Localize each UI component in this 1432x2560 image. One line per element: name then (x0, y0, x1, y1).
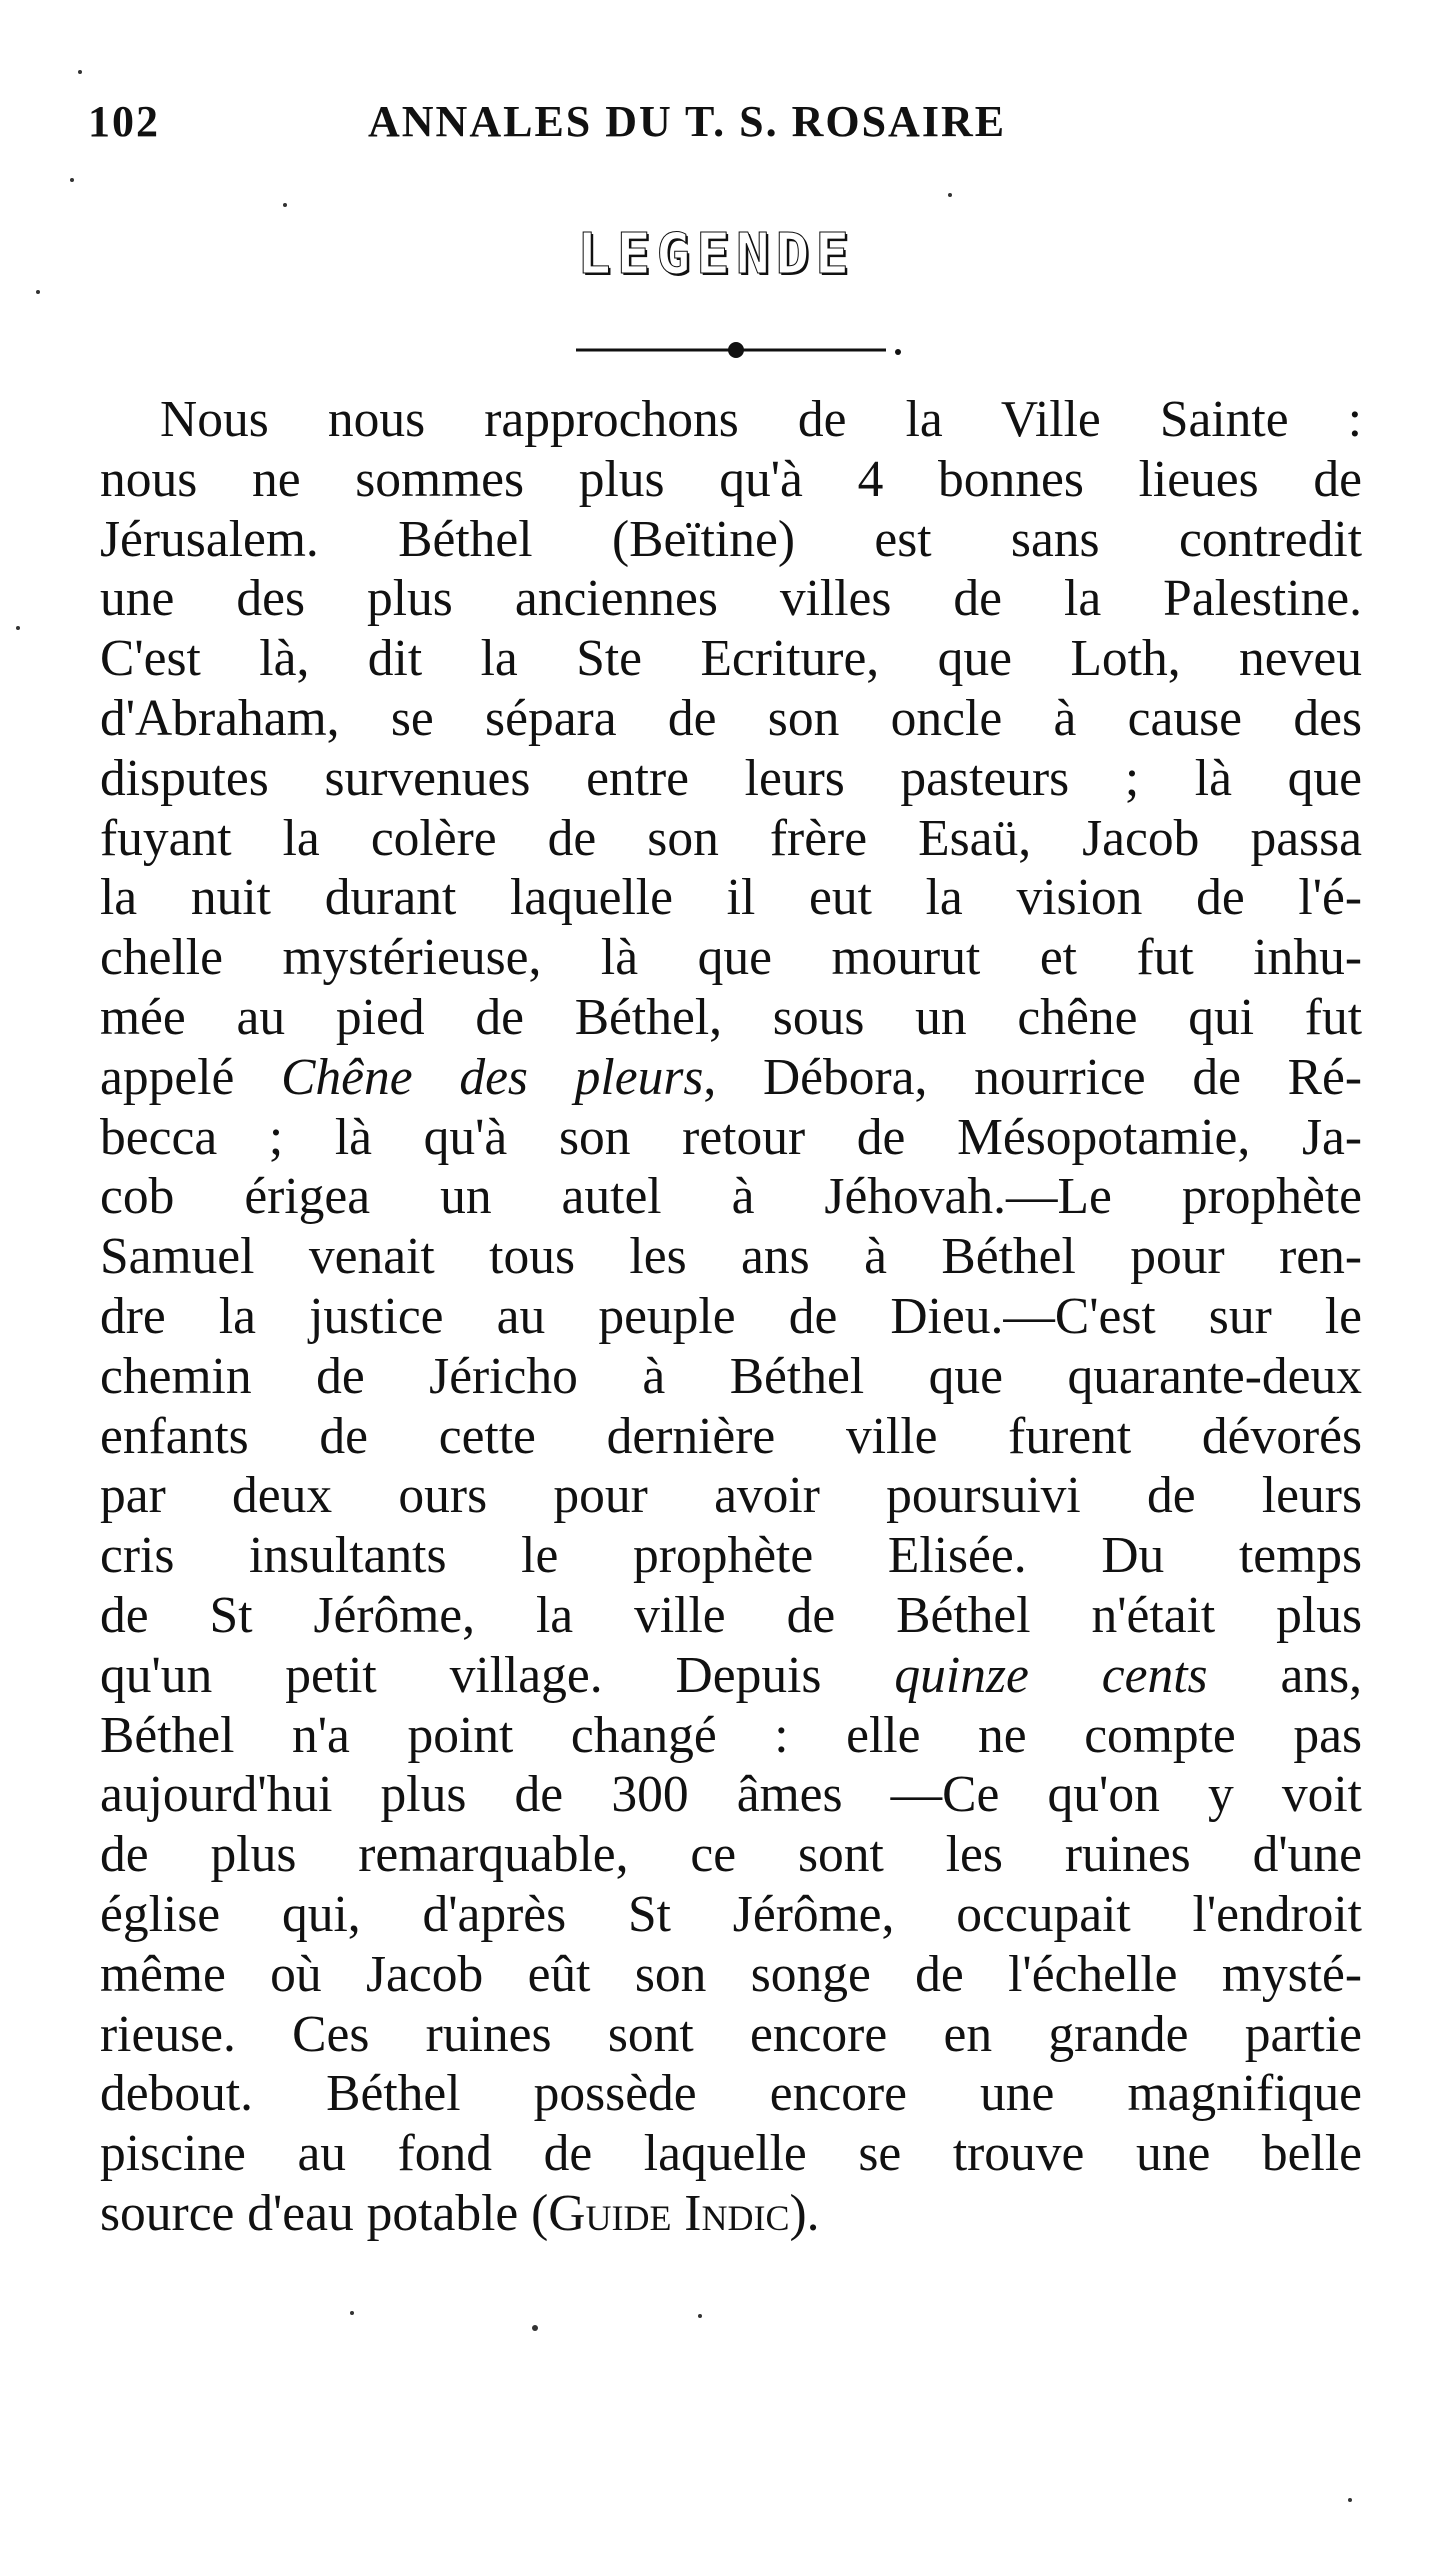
text-line: de St Jérôme, la ville de Béthel n'était plus (100, 1586, 1362, 1644)
text-line: église qui, d'après St Jérôme, occupait l'endroit (100, 1885, 1362, 1943)
text-line: C'est là, dit la Ste Ecriture, que Loth, neveu (100, 630, 1362, 688)
text-line: debout. Béthel possède encore une magnifique (100, 2065, 1362, 2123)
text-line: nous ne sommes plus qu'à 4 bonnes lieues de (100, 450, 1362, 508)
text-segment: ans, (1207, 1646, 1363, 1704)
text-line: d'Abraham, se sépara de son oncle à cause des (100, 689, 1362, 747)
text-line: becca ; là qu'à son retour de Mésopotamie, Ja- (100, 1108, 1362, 1166)
italic-phrase: Chêne des pleurs (281, 1048, 704, 1106)
italic-phrase: quinze cents (894, 1646, 1208, 1704)
text-line: Béthel n'a point changé : elle ne compte pas (100, 1706, 1362, 1764)
running-title: ANNALES DU T. S. ROSAIRE (368, 97, 1007, 146)
text-line: même où Jacob eût son songe de l'échelle mysté- (100, 1945, 1362, 2003)
text-line: de plus remarquable, ce sont les ruines d'une (100, 1826, 1362, 1884)
text-line: par deux ours pour avoir poursuivi de leurs (100, 1467, 1362, 1525)
text-line: aujourd'hui plus de 300 âmes —Ce qu'on y voit (100, 1766, 1362, 1824)
text-segment: qu'un petit village. Depuis (100, 1646, 822, 1704)
text-segment: appelé (100, 1048, 235, 1106)
text-line: la nuit durant laquelle il eut la vision de l'é- (100, 869, 1362, 927)
text-line: chelle mystérieuse, là que mourut et fut inhu- (100, 929, 1362, 987)
text-segment: source d'eau potable ( (100, 2184, 549, 2242)
text-line: une des plus anciennes villes de la Palestine. (100, 570, 1362, 628)
text-line: disputes survenues entre leurs pasteurs ; là que (100, 749, 1362, 807)
text-line: rieuse. Ces ruines sont encore en grande partie (100, 2005, 1362, 2063)
text-line: dre la justice au peuple de Dieu.—C'est sur le (100, 1287, 1362, 1345)
text-line: Nous nous rapprochons de la Ville Sainte : (160, 391, 1362, 448)
text-line: cris insultants le prophète Elisée. Du temps (100, 1527, 1362, 1585)
text-segment: , Débora, nourrice de Ré- (703, 1048, 1363, 1106)
text-line: chemin de Jéricho à Béthel que quarante-deux (100, 1347, 1362, 1405)
text-line: Samuel venait tous les ans à Béthel pour ren- (100, 1228, 1362, 1286)
text-line: cob érigea un autel à Jéhovah.—Le prophète (100, 1168, 1362, 1226)
text-line: enfants de cette dernière ville furent dévorés (100, 1407, 1362, 1465)
section-title: LEGENDE (576, 222, 855, 287)
text-line: mée au pied de Béthel, sous un chêne qui fut (100, 988, 1362, 1046)
text-line: fuyant la colère de son frère Esaü, Jacob passa (100, 809, 1362, 867)
text-line: piscine au fond de laquelle se trouve une belle (100, 2125, 1362, 2183)
source-citation: Guide Indic (548, 2184, 790, 2242)
page-number: 102 (88, 97, 160, 146)
text-segment: ). (789, 2184, 820, 2242)
text-line: Jérusalem. Béthel (Beïtine) est sans contredit (100, 510, 1362, 568)
